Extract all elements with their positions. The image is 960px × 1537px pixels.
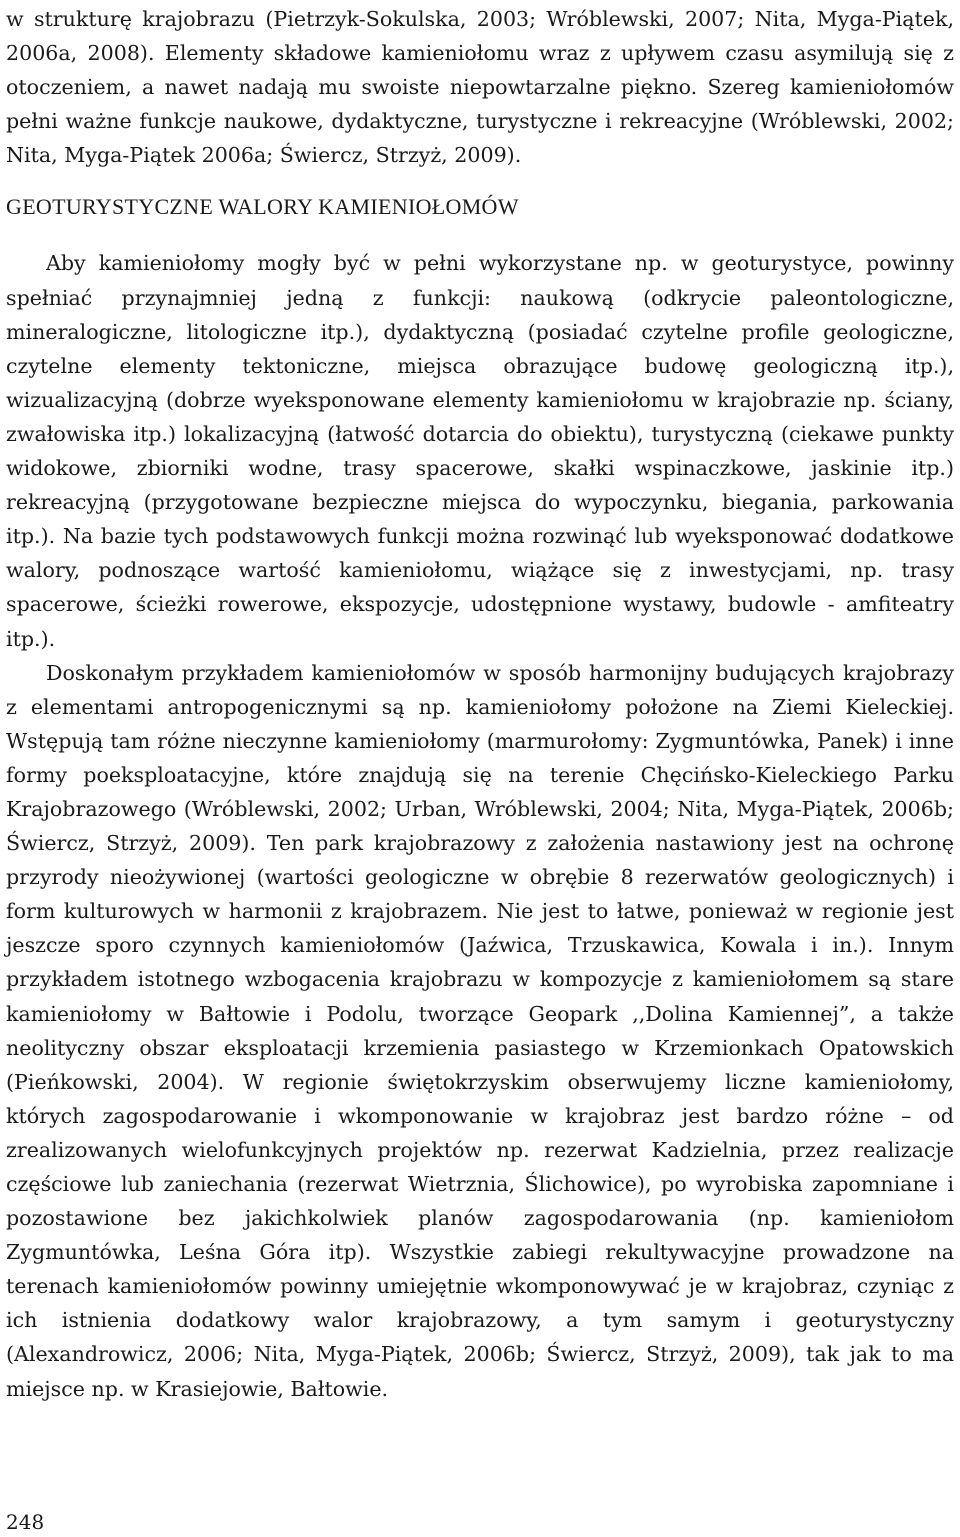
spacer <box>6 224 954 246</box>
page-number: 248 <box>6 1510 45 1534</box>
body-paragraph-intro: w strukturę krajobrazu (Pietrzyk-Sokulska, 2003; Wróblewski, 2007; Nita, Myga-Piątek, 2006a, 2008). Elementy składowe kamieniołomu wraz z upływem czasu asymilują się z otoczeniem, a nawet nadają mu swoiste niepowtarzalne piękno. Szereg kamieniołomów pełni ważne funkcje naukowe, dydaktyczne, turystyczne i rekreacyjne (Wróblewski, 2002; Nita, Myga-Piątek 2006a; Świercz, Strzyż, 2009). <box>6 7 954 168</box>
spacer <box>6 172 954 190</box>
section-heading: GEOTURYSTYCZNE WALORY KAMIENIOŁOMÓW <box>6 194 519 220</box>
page-body <box>6 2 954 1406</box>
body-paragraph-functions: Aby kamieniołomy mogły być w pełni wykorzystane np. w geoturystyce, powinny spełniać przynajmniej jedną z funkcji: naukową (odkrycie paleontologiczne, mineralogiczne, litologiczne itp.), dydaktyczną (posiadać czytelne profile geologiczne, czytelne elementy tektoniczne, miejsca obrazujące budowę geologiczną itp.), wizualizacyjną (dobrze wyeksponowane elementy kamieniołomu w krajobrazie np. ściany, zwałowiska itp.) lokalizacyjną (łatwość dotarcia do obiektu), turystyczną (ciekawe punkty widokowe, zbiorniki wodne, trasy spacerowe, skałki wspinaczkowe, jaskinie itp.) rekreacyjną (przygotowane bezpieczne miejsca do wypoczynku, biegania, parkowania itp.). Na bazie tych podstawowych funkcji można rozwinąć lub wyeksponować dodatkowe walory, podnoszące wartość kamieniołomu, wiążące się z inwestycjami, np. trasy spacerowe, ścieżki rowerowe, ekspozycje, udostępnione wystawy, budowle - amfiteatry itp.). <box>6 251 954 651</box>
body-paragraph-examples: Doskonałym przykładem kamieniołomów w sposób harmonijny budujących krajobrazy z elementami antropogenicznymi są np. kamieniołomy położone na Ziemi Kieleckiej. Wstępują tam różne nieczynne kamieniołomy (marmurołomy: Zygmuntówka, Panek) i inne formy poeksploatacyjne, które znajdują się na terenie Chęcińsko-Kieleckiego Parku Krajobrazowego (Wróblewski, 2002; Urban, Wróblewski, 2004; Nita, Myga-Piątek, 2006b; Świercz, Strzyż, 2009). Ten park krajobrazowy z założenia nastawiony jest na ochronę przyrody nieożywionej (wartości geologiczne w obrębie 8 rezerwatów geologicznych) i form kulturowych w harmonii z krajobrazem. Nie jest to łatwe, ponieważ w regionie jest jeszcze sporo czynnych kamieniołomów (Jaźwica, Trzuskawica, Kowala i in.). Innym przykładem istotnego wzbogacenia krajobrazu w kompozycje z kamieniołomem są stare kamieniołomy w Bałtowie i Podolu, tworzące Geopark ,,Dolina Kamiennej”, a także neolityczny obszar eksploatacji krzemienia pasiastego w Krzemionkach Opatowskich (Pieńkowski, 2004). W regionie świętokrzyskim obserwujemy liczne kamieniołomy, których zagospodarowanie i wkomponowanie w krajobraz jest bardzo różne – od zrealizowanych wielofunkcyjnych projektów np. rezerwat Kadzielnia, przez realizacje częściowe lub zaniechania (rezerwat Wietrznia, Ślichowice), po wyrobiska zapomniane i pozostawione bez jakichkolwiek planów zagospodarowania (np. kamieniołom Zygmuntówka, Leśna Góra itp). Wszystkie zabiegi rekultywacyjne prowadzone na terenach kamieniołomów powinny umiejętnie wkomponowywać je w krajobraz, czyniąc z ich istnienia dodatkowy walor krajobrazowy, a tym samym i geoturystyczny (Alexandrowicz, 2006; Nita, Myga-Piątek, 2006b; Świercz, Strzyż, 2009), tak jak to ma miejsce np. w Krasiejowie, Bałtowie. <box>6 660 954 1401</box>
